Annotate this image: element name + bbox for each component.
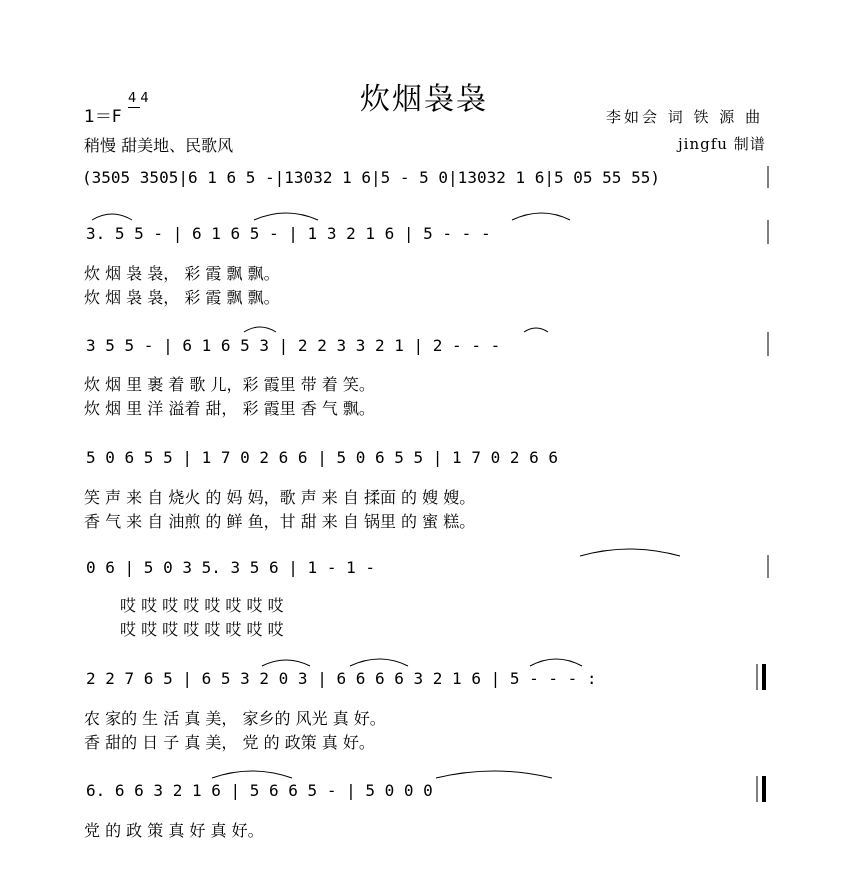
- time-sig-top: 4: [128, 91, 137, 106]
- intro-line: (3505 3505|6 1 6 5 -|13032 1 6|5 - 5 0|13032 1 6|5 05 55 55): [82, 168, 660, 187]
- notes-line-2: 3 5 5 - | 6 1 6 5 3 | 2 2 3 3 2 1 | 2 - - -: [86, 336, 501, 355]
- lyric-line-3a: 笑 声 来 自 烧火 的 妈 妈，歌 声 来 自 揉面 的 嫂 嫂。: [84, 488, 476, 507]
- lyric-line-5b: 香 甜的 日 子 真 美， 党 的 政策 真 好。: [84, 733, 375, 752]
- lyric-line-4a: 哎 哎 哎 哎 哎 哎 哎 哎: [120, 596, 284, 615]
- notes-line-3: 5 0 6 5 5 | 1 7 0 2 6 6 | 5 0 6 5 5 | 1 7 0 2 6 6: [86, 448, 559, 467]
- lyric-line-1b: 炊 烟 袅 袅， 彩 霞 飘 飘。: [84, 288, 280, 307]
- lyric-line-5a: 农 家的 生 活 真 美， 家乡的 风光 真 好。: [84, 709, 386, 728]
- lyric-line-6a: 党 的 政 策 真 好 真 好。: [84, 821, 264, 840]
- lyric-line-1a: 炊 烟 袅 袅， 彩 霞 飘 飘。: [84, 264, 280, 283]
- notes-line-5: 2 2 7 6 5 | 6 5 3 2 0 3 | 6 6 6 6 3 2 1 6 | 5 - - - :: [86, 669, 597, 688]
- notes-line-1: 3. 5 5 - | 6 1 6 5 - | 1 3 2 1 6 | 5 - - -: [86, 224, 491, 243]
- lyric-line-4b: 哎 哎 哎 哎 哎 哎 哎 哎: [120, 620, 284, 639]
- notes-line-6: 6. 6 6 3 2 1 6 | 5 6 6 5 - | 5 0 0 0: [86, 781, 433, 800]
- lyric-line-2b: 炊 烟 里 洋 溢着 甜， 彩 霞里 香 气 飘。: [84, 399, 375, 418]
- credits-lyricist-composer: 李如会 词 铁 源 曲: [606, 108, 764, 126]
- key-signature: 1＝F: [84, 107, 122, 127]
- tempo-marking: 稍慢 甜美地、民歌风: [84, 136, 234, 155]
- credits-arranger: jingfu 制谱: [678, 135, 766, 153]
- notes-line-4: 0 6 | 5 0 3 5. 3 5 6 | 1 - 1 -: [86, 558, 375, 577]
- lyric-line-2a: 炊 烟 里 裹 着 歌 儿，彩 霞里 带 着 笑。: [84, 375, 375, 394]
- time-sig-bottom: 4: [140, 91, 149, 106]
- song-title: 炊烟袅袅: [360, 82, 488, 117]
- lyric-line-3b: 香 气 来 自 油煎 的 鲜 鱼，甘 甜 来 自 锅里 的 蜜 糕。: [84, 512, 476, 531]
